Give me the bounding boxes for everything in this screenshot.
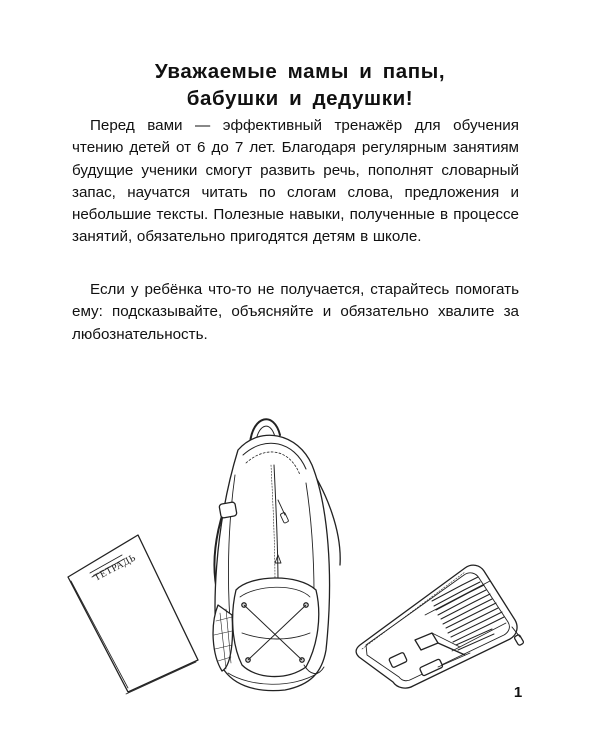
page-number: 1 xyxy=(513,684,523,701)
backpack-icon xyxy=(213,419,340,690)
advice-paragraph: Если у ребёнка что-то не получается, старайтесь помогать ему: подсказывайте, объясняйте и обязательно хвалите за любознательность. xyxy=(72,281,519,343)
intro-paragraph: Перед вами — эффективный тренажёр для обучения чтению детей от 6 до 7 лет. Благодаря регулярным занятиям будущие ученики смогут развить речь, пополнят словарный запас, научатся читать по слогам слова, предложения и небольшие тексты. Полезные навыки, полученные в процессе занятий, обязательно пригодятся детям в школе. xyxy=(72,117,519,246)
page-title xyxy=(0,58,600,112)
school-supplies-illustration xyxy=(60,405,540,695)
page-title-line-1: Уважаемые мамы и папы, xyxy=(154,60,446,83)
notebook-icon xyxy=(68,535,198,694)
notebook-label: ТЕТРАДЬ xyxy=(92,552,138,584)
pencil-case-icon xyxy=(356,565,524,688)
page-title-line-2: бабушки и дедушки! xyxy=(186,87,414,110)
